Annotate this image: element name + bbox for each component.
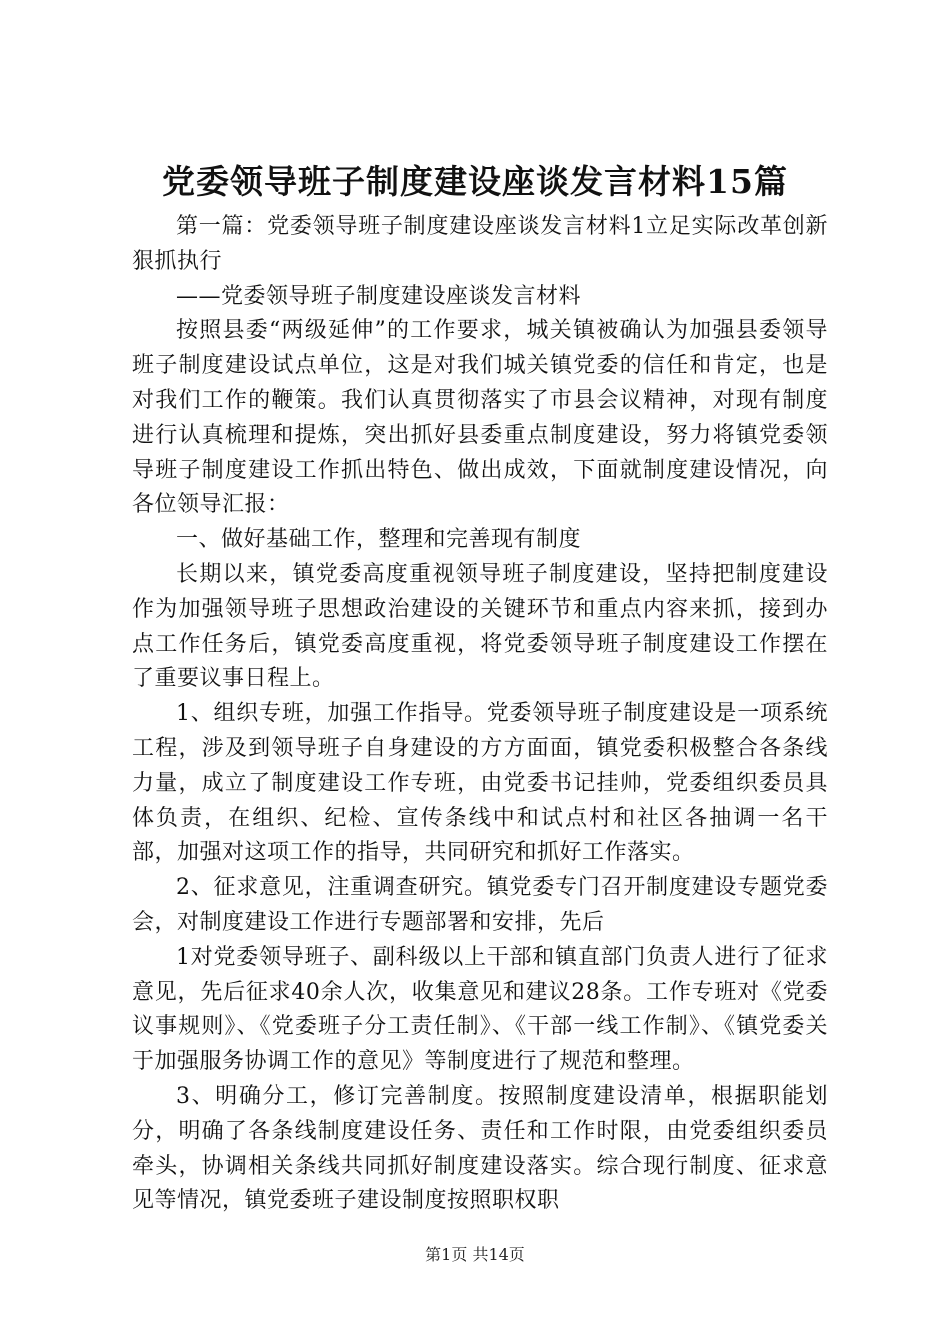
paragraph-3: 按照县委“两级延伸”的工作要求，城关镇被确认为加强县委领导班子制度建设试点单位，这是对我们城关镇党委的信任和肯定，也是对我们工作的鞭策。我们认真贯彻落实了市县会议精神，对现有制度进行认真梳理和提炼，突出抓好县委重点制度建设，努力将镇党委领导班子制度建设工作抓出特色、做出成效，下面就制度建设情况，向各位领导汇报： [132, 318, 828, 518]
document-title: 党委领导班子制度建设座谈发言材料15篇 [162, 162, 788, 201]
paragraph-2: ——党委领导班子制度建设座谈发言材料 [176, 283, 582, 309]
paragraph-8: 1对党委领导班子、副科级以上干部和镇直部门负责人进行了征求意见，先后征求40余人次，收集意见和建议28条。工作专班对《党委议事规则》、《党委班子分工责任制》、《干部一线工作制》、《镇党委关于加强服务协调工作的意见》等制度进行了规范和整理。 [132, 944, 828, 1075]
paragraph-6: 1、组织专班，加强工作指导。党委领导班子制度建设是一项系统工程，涉及到领导班子自身建设的方方面面，镇党委积极整合各条线力量，成立了制度建设工作专班，由党委书记挂帅，党委组织委员具体负责，在组织、纪检、宣传条线中和试点村和社区各抽调一名干部，加强对这项工作的指导，共同研究和抓好工作落实。 [132, 701, 828, 866]
page-footer: 第1页 共14页 [425, 1245, 525, 1264]
paragraph-4: 一、做好基础工作，整理和完善现有制度 [176, 527, 582, 553]
paragraph-1: 第一篇：党委领导班子制度建设座谈发言材料1立足实际改革创新狠抓执行 [132, 214, 828, 274]
paragraph-9: 3、明确分工，修订完善制度。按照制度建设清单，根据职能划分，明确了各条线制度建设任务、责任和工作时限，由党委组织委员牵头，协调相关条线共同抓好制度建设落实。综合现行制度、征求意见等情况，镇党委班子建设制度按照职权职 [132, 1083, 828, 1214]
document-body [132, 210, 828, 1219]
paragraph-7: 2、征求意见，注重调查研究。镇党委专门召开制度建设专题党委会，对制度建设工作进行专题部署和安排，先后 [132, 875, 828, 935]
paragraph-5: 长期以来，镇党委高度重视领导班子制度建设，坚持把制度建设作为加强领导班子思想政治建设的关键环节和重点内容来抓，接到办点工作任务后，镇党委高度重视，将党委领导班子制度建设工作摆在了重要议事日程上。 [132, 561, 828, 692]
